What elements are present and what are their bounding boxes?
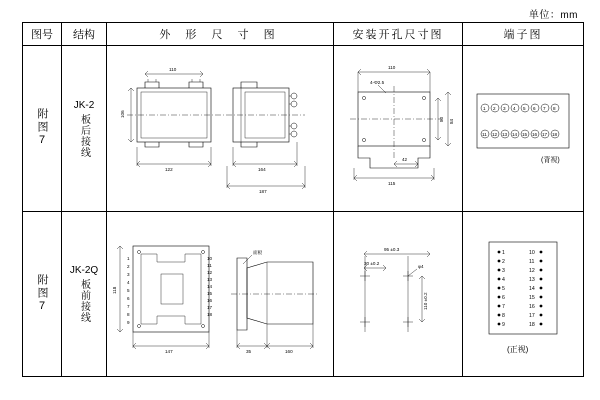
- svg-text:17: 17: [207, 304, 213, 310]
- svg-text:5: 5: [127, 287, 130, 293]
- svg-text:3: 3: [502, 267, 505, 274]
- header-mounting: 安装开孔尺寸图: [334, 23, 463, 46]
- svg-text:15: 15: [207, 290, 213, 296]
- cell-structure-2: [62, 211, 107, 377]
- cell-terminal-2: [463, 211, 584, 377]
- cell-mounting-2: [334, 211, 463, 377]
- svg-text:18: 18: [529, 321, 535, 328]
- table-header-row: [23, 23, 584, 46]
- svg-text:8: 8: [553, 106, 556, 111]
- unit-note: 单位：mm: [528, 10, 578, 21]
- svg-text:15: 15: [529, 294, 535, 301]
- svg-text:14: 14: [529, 285, 535, 292]
- svg-text:84: 84: [449, 118, 454, 124]
- svg-text:14: 14: [512, 132, 518, 137]
- svg-text:122: 122: [165, 167, 173, 172]
- svg-text:147: 147: [165, 348, 173, 354]
- terminal-view-label-2: (正视): [507, 344, 529, 354]
- svg-text:160: 160: [285, 348, 293, 354]
- structure-name-1: JK-2: [73, 99, 95, 111]
- svg-text:12: 12: [492, 132, 498, 137]
- fig-no-label-2: 附图7: [36, 273, 48, 314]
- header-terminal: 端子图: [463, 23, 584, 46]
- svg-text:13: 13: [207, 276, 213, 282]
- svg-text:1: 1: [502, 249, 505, 256]
- svg-text:16: 16: [529, 303, 535, 310]
- svg-text:8: 8: [502, 312, 505, 319]
- svg-text:4: 4: [127, 279, 130, 285]
- svg-text:5: 5: [502, 285, 505, 292]
- terminal-row-bottom: [481, 130, 559, 138]
- svg-text:7: 7: [543, 106, 546, 111]
- svg-text:95 ±0.3: 95 ±0.3: [384, 246, 400, 252]
- svg-text:16: 16: [532, 132, 538, 137]
- svg-text:17: 17: [529, 312, 535, 319]
- svg-text:14: 14: [207, 283, 213, 289]
- svg-text:16: 16: [207, 297, 213, 303]
- dimension-table: [22, 22, 584, 377]
- svg-text:6: 6: [502, 294, 505, 301]
- terminal-right-column: [529, 250, 542, 328]
- svg-text:4: 4: [502, 276, 505, 283]
- svg-text:80: 80: [439, 116, 444, 122]
- cell-outline-2: [107, 211, 334, 377]
- svg-text:2: 2: [502, 258, 505, 265]
- header-outline: 外 形 尺 寸 图: [107, 23, 334, 46]
- svg-text:42: 42: [402, 157, 408, 162]
- svg-text:4-Φ2.5: 4-Φ2.5: [370, 80, 385, 85]
- svg-text:7: 7: [502, 303, 505, 310]
- svg-text:12: 12: [529, 267, 535, 274]
- svg-text:3: 3: [503, 106, 506, 111]
- svg-text:2: 2: [127, 263, 130, 269]
- svg-text:3: 3: [127, 271, 130, 277]
- svg-text:7: 7: [127, 303, 130, 309]
- svg-text:1: 1: [127, 255, 130, 261]
- svg-text:110 ±0.2: 110 ±0.2: [423, 291, 428, 310]
- svg-text:115: 115: [388, 181, 396, 186]
- table-row: [23, 46, 584, 212]
- svg-text:164: 164: [258, 167, 266, 172]
- svg-text:1: 1: [483, 106, 486, 111]
- cell-outline-1: [107, 46, 334, 212]
- svg-text:10: 10: [207, 255, 213, 261]
- mounting-drawing-jk2q: [334, 212, 462, 372]
- structure-name-2: JK-2Q: [69, 265, 99, 277]
- svg-text:187: 187: [259, 189, 267, 194]
- svg-text:17: 17: [542, 132, 548, 137]
- cell-fig-no-1: [23, 46, 62, 212]
- terminal-view-label-1: (背视): [541, 157, 560, 164]
- cell-fig-no-2: [23, 211, 62, 377]
- svg-text:110: 110: [169, 67, 177, 72]
- mounting-drawing-jk2: [334, 46, 462, 206]
- svg-text:8: 8: [127, 311, 130, 317]
- cell-terminal-1: [463, 46, 584, 212]
- svg-text:11: 11: [529, 258, 535, 265]
- svg-text:4: 4: [513, 106, 516, 111]
- svg-text:18: 18: [552, 132, 558, 137]
- terminal-diagram-jk2q: [463, 212, 583, 372]
- svg-text:12: 12: [207, 269, 213, 275]
- cell-mounting-1: [334, 46, 463, 212]
- svg-text:2: 2: [493, 106, 496, 111]
- terminal-diagram-jk2: [463, 46, 583, 206]
- cell-structure-1: [62, 46, 107, 212]
- svg-text:6: 6: [533, 106, 536, 111]
- svg-text:35: 35: [246, 348, 252, 354]
- structure-desc-1: 板后接线: [78, 113, 90, 158]
- outline-drawing-jk2q: [107, 212, 333, 372]
- outline-drawing-jk2: [107, 46, 333, 206]
- svg-text:6: 6: [127, 295, 130, 301]
- svg-text:106: 106: [120, 110, 125, 118]
- svg-text:13: 13: [529, 276, 535, 283]
- svg-text:5: 5: [523, 106, 526, 111]
- svg-text:9: 9: [127, 319, 130, 325]
- svg-text:面板: 面板: [253, 249, 263, 255]
- svg-text:11: 11: [207, 262, 212, 268]
- svg-text:9: 9: [502, 321, 505, 328]
- table-row: [23, 211, 584, 377]
- svg-text:10: 10: [529, 249, 535, 256]
- terminal-left-column: [498, 250, 505, 328]
- header-structure: 结构: [62, 23, 107, 46]
- header-fig-no: 图号: [23, 23, 62, 46]
- svg-text:11: 11: [482, 132, 487, 137]
- svg-text:13: 13: [502, 132, 508, 137]
- structure-desc-2: 板前接线: [78, 279, 90, 324]
- svg-text:φ4: φ4: [418, 263, 424, 269]
- svg-text:15: 15: [522, 132, 528, 137]
- svg-text:110: 110: [388, 65, 396, 70]
- svg-text:30 ±0.2: 30 ±0.2: [364, 260, 380, 266]
- fig-no-label-1: 附图7: [36, 108, 48, 149]
- svg-text:18: 18: [207, 311, 213, 317]
- svg-text:118: 118: [112, 286, 117, 294]
- terminal-row-top: [481, 104, 559, 112]
